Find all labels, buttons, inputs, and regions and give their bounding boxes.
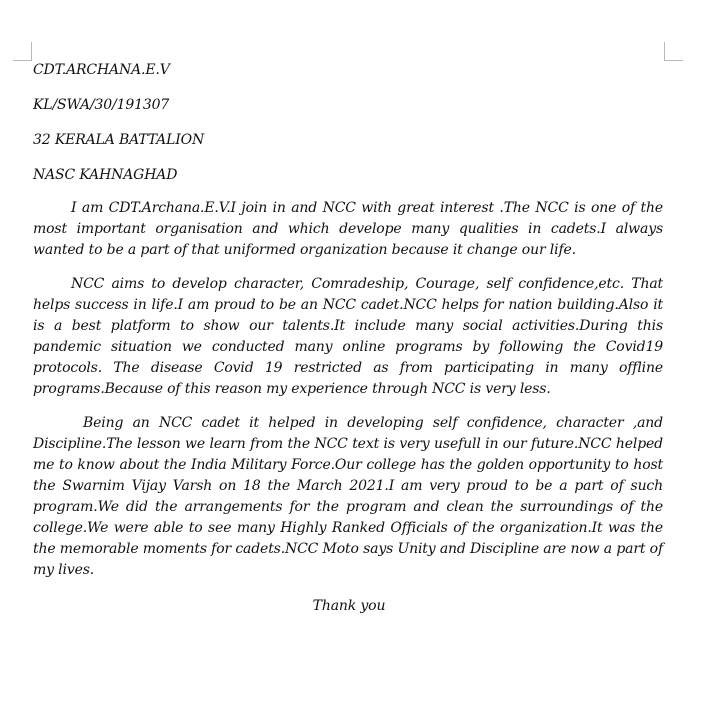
top-left-margin-mark: [13, 42, 32, 61]
regimental-number: KL/SWA/30/191307: [33, 97, 170, 113]
cadet-name: CDT.ARCHANA.E.V: [33, 62, 170, 78]
paragraph-aims: NCC aims to develop character, Comradeship, Courage, self confidence,etc. That helps success in life.I am proud to be an NCC cadet.NCC helps for nation building.Also it is a best platform to show our talents.It include many social activities.During this pandemic situation we conducted many online programs by following the Covid19 protocols. The disease Covid 19 restricted as from participating in many offline programs.Because of this reason my experience through NCC is very less.: [33, 276, 663, 397]
document-body: [33, 58, 663, 618]
closing-thank-you: Thank you: [312, 598, 386, 614]
battalion-name: 32 KERALA BATTALION: [33, 132, 205, 148]
paragraph-intro: I am CDT.Archana.E.V.I join in and NCC with great interest .The NCC is one of the most important organisation and which develope many qualities in cadets.I always wanted to be a part of that uniformed organization because it change our life.: [33, 200, 663, 258]
paragraph-experience: Being an NCC cadet it helped in developing self confidence, character ,and Discipline.The lesson we learn from the NCC text is very usefull in our future.NCC helped me to know about the India Military Force.Our college has the golden opportunity to host the Swarnim Vijay Varsh on 18 the March 2021.I am very proud to be a part of such program.We did the arrangements for the program and clean the surroundings of the college.We were able to see many Highly Ranked Officials of the organization.It was the the memorable moments for cadets.NCC Moto says Unity and Discipline are now a part of my lives.: [33, 415, 663, 578]
top-right-margin-mark: [664, 42, 683, 61]
institution-name: NASC KAHNAGHAD: [33, 167, 178, 183]
